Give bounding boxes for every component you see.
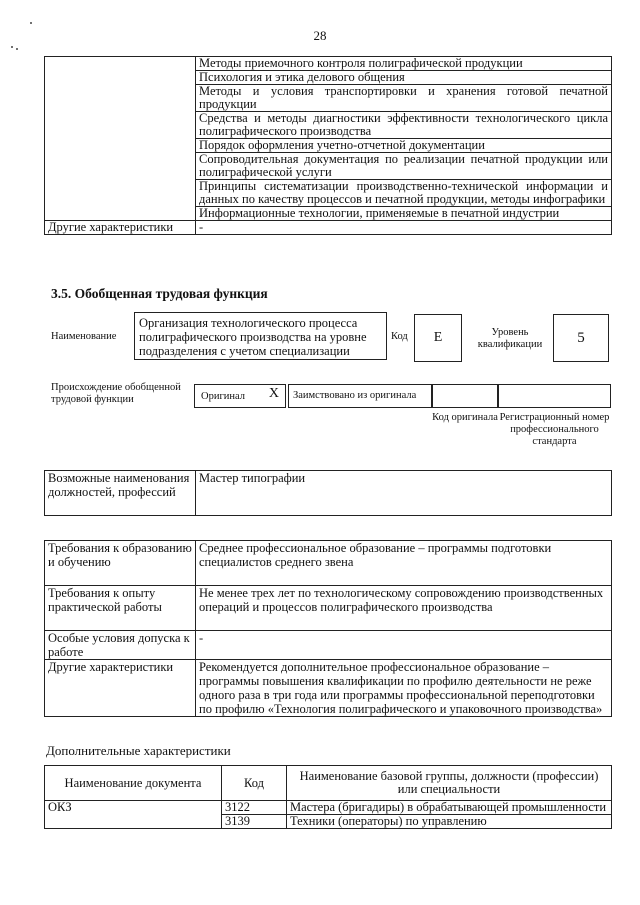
positions-table xyxy=(44,470,612,516)
original-code-caption: Код оригинала xyxy=(432,412,498,423)
knowledge-cell: Методы приемочного контроля полиграфической продукции xyxy=(196,57,612,71)
table-row xyxy=(45,57,612,71)
original-code-box xyxy=(432,384,498,408)
scan-speck xyxy=(11,46,13,48)
additional-characteristics-title: Дополнительные характеристики xyxy=(46,743,231,758)
table-row xyxy=(45,586,612,631)
knowledge-cell: Средства и методы диагностики эффективности технологического цикла полиграфического производства xyxy=(196,112,612,139)
other-value: Рекомендуется дополнительное профессиональное образование – программы повышения квалификации по профилю деятельности не реже одного раза в три года или программы профессиональной переподготовки по профилю «Технология полиграфического и упаковочного производства» xyxy=(196,660,612,717)
knowledge-table xyxy=(44,56,612,235)
origin-label: Происхождение обобщенной трудовой функции xyxy=(51,382,181,405)
knowledge-cell: Психология и этика делового общения xyxy=(196,71,612,85)
registration-number-caption: Регистрационный номер профессионального стандарта xyxy=(499,412,610,447)
other-characteristics-label: Другие характеристики xyxy=(45,221,196,235)
header-document: Наименование документа xyxy=(45,766,222,801)
name-label: Наименование xyxy=(51,331,117,342)
registration-number-box xyxy=(498,384,611,408)
knowledge-cell: Порядок оформления учетно-отчетной документации xyxy=(196,139,612,153)
requirements-table xyxy=(44,540,612,717)
table-header-row xyxy=(45,766,612,801)
original-box xyxy=(194,384,286,408)
doc-cell: ОКЗ xyxy=(45,801,222,829)
positions-label: Возможные наименования должностей, профессий xyxy=(45,471,196,516)
original-label: Оригинал xyxy=(201,391,245,402)
header-code: Код xyxy=(222,766,287,801)
table-row xyxy=(45,631,612,660)
qualification-level-box: 5 xyxy=(553,314,609,362)
code-label: Код xyxy=(391,331,408,342)
education-label: Требования к образованию и обучению xyxy=(45,541,196,586)
knowledge-cell: Информационные технологии, применяемые в печатной индустрии xyxy=(196,207,612,221)
admission-value: - xyxy=(196,631,612,660)
code-cell: 3139 xyxy=(222,815,287,829)
okz-table xyxy=(44,765,612,829)
table-row xyxy=(45,541,612,586)
table-row xyxy=(45,471,612,516)
code-cell: 3122 xyxy=(222,801,287,815)
scan-speck xyxy=(16,48,18,50)
group-name-cell: Мастера (бригадиры) в обрабатывающей промышленности xyxy=(287,801,612,815)
scan-speck xyxy=(30,22,32,24)
knowledge-cell: Принципы систематизации производственно-технической информации и данных по качеству процессов и печатной продукции, методы инфографики xyxy=(196,180,612,207)
function-name-box: Организация технологического процесса полиграфического производства на уровне подразделения с учетом специализации xyxy=(134,312,387,360)
other-label: Другие характеристики xyxy=(45,660,196,717)
knowledge-cell: Методы и условия транспортировки и хранения готовой печатной продукции xyxy=(196,85,612,112)
positions-value: Мастер типографии xyxy=(196,471,612,516)
experience-value: Не менее трех лет по технологическому сопровождению производственных операций и процессов полиграфического производства xyxy=(196,586,612,631)
section-heading: 3.5. Обобщенная трудовая функция xyxy=(51,286,268,301)
code-box: E xyxy=(414,314,462,362)
admission-label: Особые условия допуска к работе xyxy=(45,631,196,660)
table-row xyxy=(45,660,612,717)
borrowed-box: Заимствовано из оригинала xyxy=(288,384,432,408)
table-row xyxy=(45,801,612,815)
header-group-name: Наименование базовой группы, должности (профессии) или специальности xyxy=(287,766,612,801)
other-characteristics-value: - xyxy=(196,221,612,235)
experience-label: Требования к опыту практической работы xyxy=(45,586,196,631)
page-number: 28 xyxy=(313,28,327,43)
original-mark: X xyxy=(268,386,279,401)
education-value: Среднее профессиональное образование – программы подготовки специалистов среднего звена xyxy=(196,541,612,586)
table-row xyxy=(45,221,612,235)
group-name-cell: Техники (операторы) по управлению xyxy=(287,815,612,829)
knowledge-label-cell xyxy=(45,57,196,221)
knowledge-cell: Сопроводительная документация по реализации печатной продукции или полиграфической услуги xyxy=(196,153,612,180)
qualification-level-label: Уровень квалификации xyxy=(477,327,543,350)
